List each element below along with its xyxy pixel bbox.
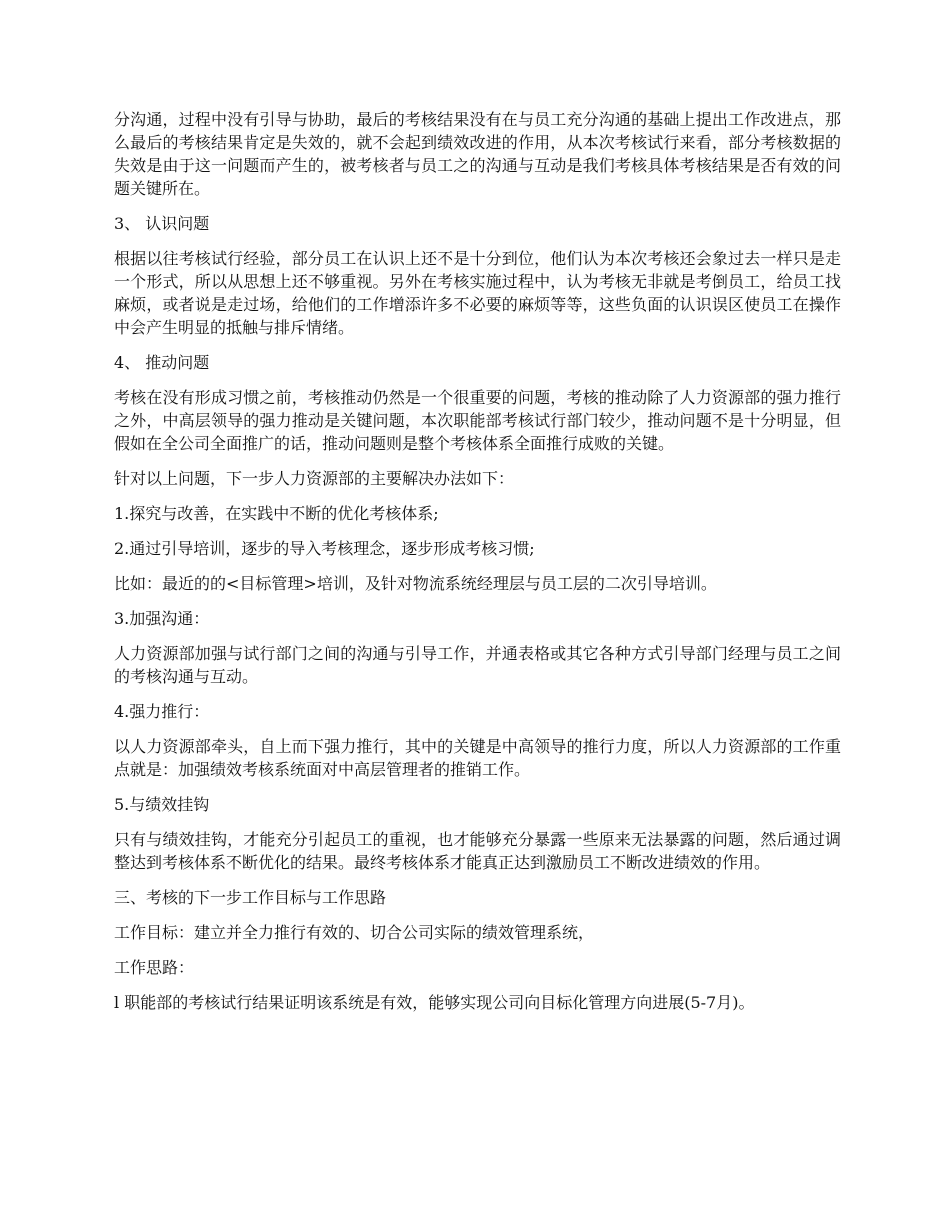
list-item-explore-improve: 1.探究与改善，在实践中不断的优化考核体系; <box>114 504 439 523</box>
paragraph-promotion-issue: 考核在没有形成习惯之前，考核推动仍然是一个很重要的问题，考核的推动除了人力资源部的强力推行之外，中高层领导的强力推动是关键问题，本次职能部考核试行部门较少，推动问题不是十分明显，但假如在全公司全面推广的话，推动问题则是整个考核体系全面推行成败的关键。 <box>114 388 841 453</box>
paragraph-training-example: 比如：最近的的<目标管理>培训，及针对物流系统经理层与员工层的二次引导培训。 <box>114 574 717 593</box>
document-page <box>114 108 841 1026</box>
paragraph-communication-detail: 人力资源部加强与试行部门之间的沟通与引导工作，并通表格或其它各种方式引导部门经理与员工之间的考核沟通与互动。 <box>114 644 841 686</box>
bullet-item-trial-result: l 职能部的考核试行结果证明该系统是有效，能够实现公司向目标化管理方向进展(5-7月)。 <box>114 993 755 1012</box>
paragraph-work-goal: 工作目标：建立并全力推行有效的、切合公司实际的绩效管理系统， <box>114 923 595 942</box>
list-item-link-performance: 5.与绩效挂钩 <box>114 795 210 814</box>
list-item-strong-promotion: 4.强力推行： <box>114 702 210 721</box>
paragraph-solutions-intro: 针对以上问题，下一步人力资源部的主要解决办法如下： <box>114 469 515 488</box>
paragraph-awareness-issue: 根据以往考核试行经验，部分员工在认识上还不是十分到位，他们认为本次考核还会象过去一样只是走一个形式，所以从思想上还不够重视。另外在考核实施过程中，认为考核无非就是考倒员工，给员工找麻烦，或者说是走过场，给他们的工作增添许多不必要的麻烦等等，这些负面的认识误区使员工在操作中会产生明显的抵触与排斥情绪。 <box>114 249 841 337</box>
heading-promotion-issue: 4、 推动问题 <box>114 353 210 372</box>
list-item-guided-training: 2.通过引导培训，逐步的导入考核理念，逐步形成考核习惯; <box>114 539 535 558</box>
paragraph-communication-conclusion: 分沟通，过程中没有引导与协助，最后的考核结果没有在与员工充分沟通的基础上提出工作改进点，那么最后的考核结果肯定是失效的，就不会起到绩效改进的作用，从本次考核试行来看，部分考核数据的失效是由于这一问题而产生的，被考核者与员工之的沟通与互动是我们考核具体考核结果是否有效的问题关键所在。 <box>114 110 841 198</box>
paragraph-work-approach-label: 工作思路： <box>114 958 195 977</box>
heading-awareness-issue: 3、 认识问题 <box>114 214 210 233</box>
paragraph-promotion-detail: 以人力资源部牵头，自上而下强力推行，其中的关键是中高领导的推行力度，所以人力资源部的工作重点就是：加强绩效考核系统面对中高层管理者的推销工作。 <box>114 737 841 779</box>
paragraph-performance-detail: 只有与绩效挂钩，才能充分引起员工的重视，也才能够充分暴露一些原来无法暴露的问题，然后通过调整达到考核体系不断优化的结果。最终考核体系才能真正达到激励员工不断改进绩效的作用。 <box>114 830 841 872</box>
list-item-strengthen-communication: 3.加强沟通： <box>114 609 210 628</box>
section-heading-next-steps: 三、考核的下一步工作目标与工作思路 <box>114 888 387 907</box>
